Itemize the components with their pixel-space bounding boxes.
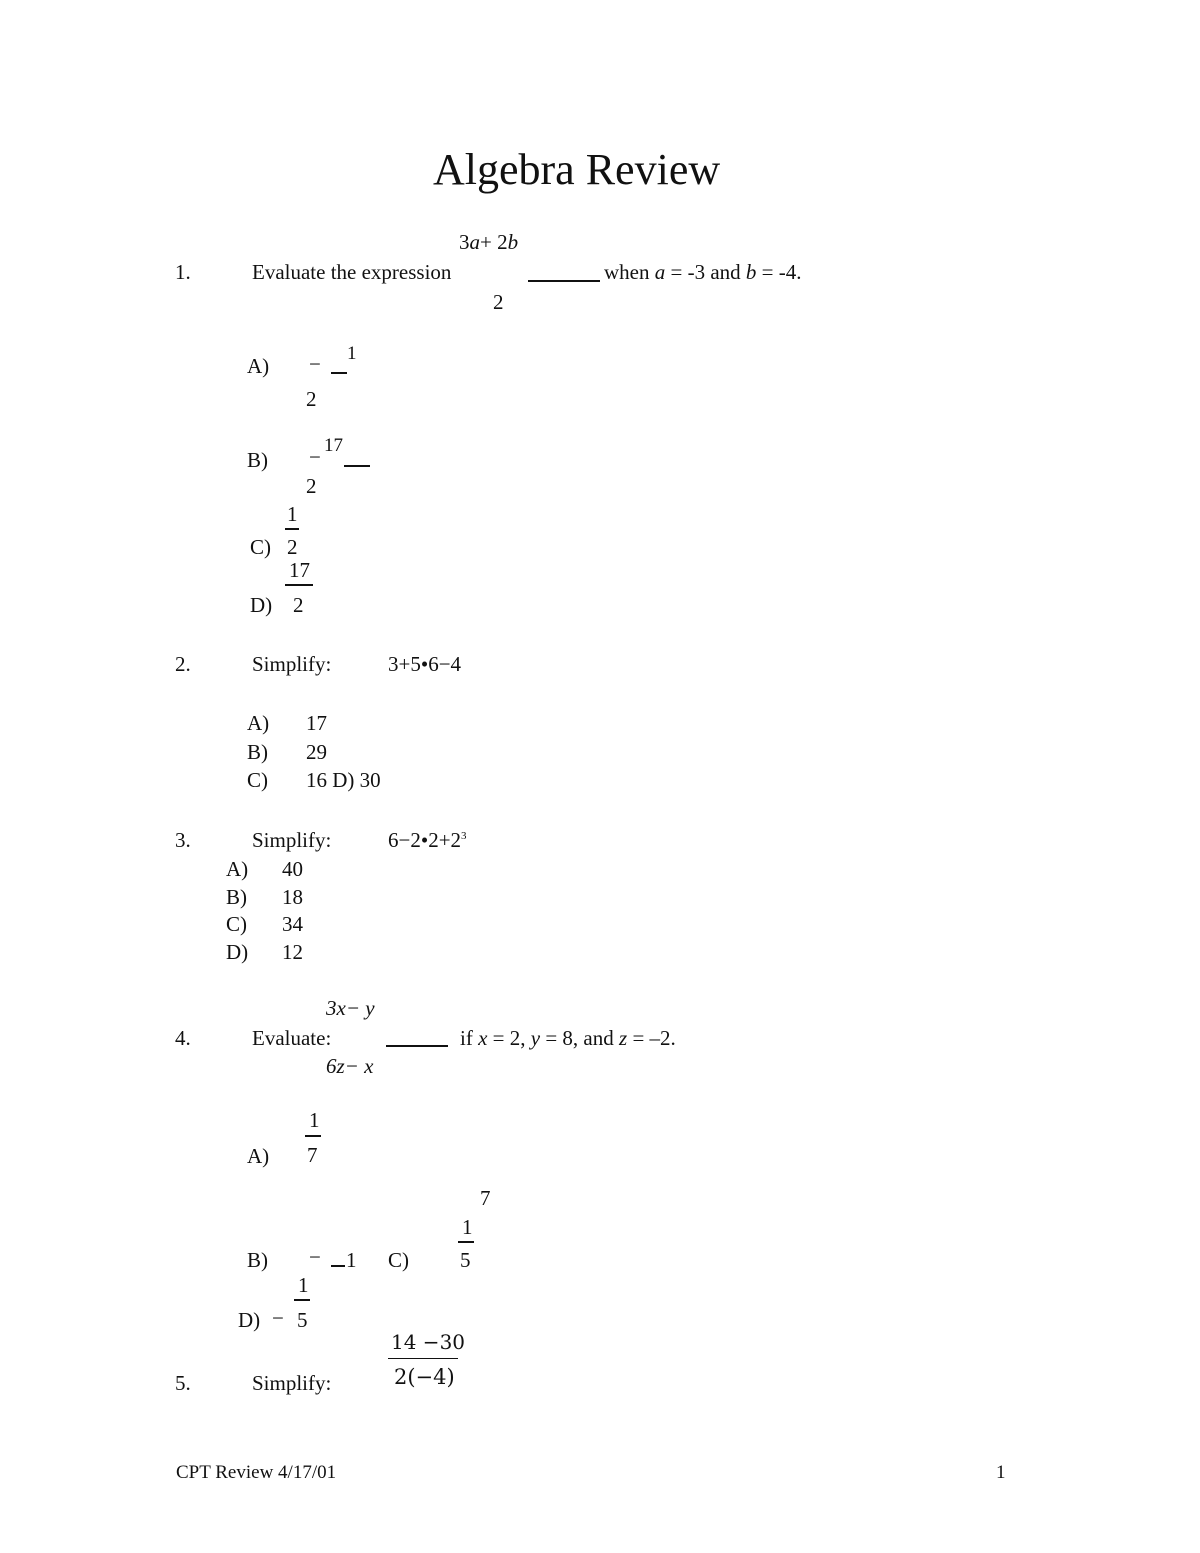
q4-eq-z: = –2.	[632, 1026, 676, 1050]
page-title: Algebra Review	[433, 145, 721, 194]
q1-choice-d-bar	[285, 584, 313, 586]
page-number: 1	[996, 1462, 1006, 1483]
q1-var-b: b	[507, 230, 519, 254]
q4-fraction-denominator: 6z− x	[326, 1054, 374, 1078]
q3-exponent: 3	[461, 830, 467, 842]
q3-choice-d-value: 12	[282, 940, 303, 964]
q1-choice-c-label[interactable]: C)	[250, 535, 271, 559]
q4-var-z: z	[619, 1026, 628, 1050]
q2-expression: 3+5•6−4	[388, 652, 462, 676]
q3-choice-b-label[interactable]: B)	[226, 885, 247, 909]
q2-choice-c-value: 16 D) 30	[306, 768, 381, 792]
q1-cond-var-b: b	[745, 260, 757, 284]
q4-fraction-bar	[386, 1045, 448, 1047]
q4-choice-a-label[interactable]: A)	[247, 1144, 270, 1168]
q4-choice-b-value: 1	[346, 1248, 357, 1272]
q4-choice-d-sign: −	[272, 1306, 284, 1330]
q1-choice-c-bar	[285, 528, 299, 530]
q4-number: 4.	[175, 1026, 191, 1050]
q3-choice-a-label[interactable]: A)	[226, 857, 249, 881]
q4-choice-a-bar	[305, 1135, 321, 1137]
q1-choice-a-num: 1	[347, 343, 357, 364]
q4-choice-d-bar	[294, 1299, 310, 1301]
q4-if: if	[460, 1026, 473, 1050]
q4-choice-d-label[interactable]: D)	[238, 1308, 261, 1332]
q2-choice-b-value: 29	[306, 740, 327, 764]
q4-eq-y: = 8, and	[545, 1026, 614, 1050]
q1-choice-b-label[interactable]: B)	[247, 448, 268, 472]
q4-fraction-numerator: 3x− y	[326, 996, 375, 1020]
q2-choice-c-label[interactable]: C)	[247, 768, 268, 792]
q1-choice-a-den: 2	[306, 387, 317, 411]
q4-var-y: y	[530, 1026, 541, 1050]
q5-fraction-bar	[388, 1358, 458, 1359]
q3-choice-c-label[interactable]: C)	[226, 912, 247, 936]
q1-choice-b-num: 17	[324, 435, 343, 456]
q4-var-x: x	[478, 1026, 488, 1050]
q1-choice-d-den: 2	[293, 593, 304, 617]
q1-fraction-numerator	[459, 232, 518, 253]
q3-choice-d-label[interactable]: D)	[226, 940, 249, 964]
q5-prompt: Simplify:	[252, 1371, 332, 1395]
q4-choice-c-num: 1	[462, 1215, 473, 1239]
q3-expression	[388, 830, 467, 851]
q4-choice-d-den: 5	[297, 1308, 308, 1332]
q3-choice-b-value: 18	[282, 885, 303, 909]
q5-fraction-denominator: 2(−4)	[394, 1365, 455, 1389]
q1-choice-a-label[interactable]: A)	[247, 354, 270, 378]
q2-choice-b-label[interactable]: B)	[247, 740, 268, 764]
q1-cond-eq-a: = -3 and	[670, 260, 741, 284]
q3-prompt: Simplify:	[252, 828, 332, 852]
q4-choice-c-den: 5	[460, 1248, 471, 1272]
q4-choice-b-extra: 7	[480, 1186, 491, 1210]
q1-choice-d-num: 17	[289, 558, 310, 582]
q3-expression-base: 6−2•2+2	[388, 828, 462, 852]
q1-condition	[604, 262, 802, 283]
q1-plus-2: + 2	[480, 230, 508, 254]
q1-var-a: a	[469, 230, 480, 254]
q3-choice-a-value: 40	[282, 857, 303, 881]
q2-choice-a-value: 17	[306, 711, 327, 735]
q1-choice-c-den: 2	[287, 535, 298, 559]
footer-left: CPT Review 4/17/01	[176, 1462, 337, 1483]
q4-choice-a-num: 1	[309, 1108, 320, 1132]
q1-number: 1.	[175, 260, 191, 284]
q3-number: 3.	[175, 828, 191, 852]
q3-choice-c-value: 34	[282, 912, 303, 936]
q1-choice-c-num: 1	[287, 502, 298, 526]
q1-cond-eq-b: = -4.	[761, 260, 802, 284]
q4-choice-c-bar	[458, 1241, 474, 1243]
q4-choice-b-label[interactable]: B)	[247, 1248, 268, 1272]
q1-choice-a-sign: −	[309, 352, 321, 376]
q4-prompt: Evaluate:	[252, 1026, 332, 1050]
q4-choice-b-sign: −	[309, 1245, 321, 1269]
q1-coef-3: 3	[459, 230, 470, 254]
q4-eq-x: = 2,	[492, 1026, 526, 1050]
q2-choice-a-label[interactable]: A)	[247, 711, 270, 735]
q2-prompt: Simplify:	[252, 652, 332, 676]
q5-fraction-numerator: 14 −30	[391, 1330, 466, 1354]
q1-choice-b-sign: −	[309, 445, 321, 469]
q5-number: 5.	[175, 1371, 191, 1395]
q1-choice-a-bar	[331, 372, 347, 374]
q4-choice-d-num: 1	[298, 1273, 309, 1297]
q4-condition	[460, 1028, 676, 1049]
q1-prompt: Evaluate the expression	[252, 260, 452, 284]
q2-number: 2.	[175, 652, 191, 676]
q4-choice-b-bar	[331, 1265, 345, 1267]
q4-choice-a-den: 7	[307, 1143, 318, 1167]
q1-fraction-denominator: 2	[493, 290, 504, 314]
q1-cond-var-a: a	[654, 260, 666, 284]
q4-choice-c-label[interactable]: C)	[388, 1248, 409, 1272]
q1-choice-d-label[interactable]: D)	[250, 593, 273, 617]
q1-when: when	[604, 260, 650, 284]
q1-choice-b-den: 2	[306, 474, 317, 498]
q1-fraction-bar	[528, 280, 600, 282]
q1-choice-b-bar	[344, 465, 370, 467]
